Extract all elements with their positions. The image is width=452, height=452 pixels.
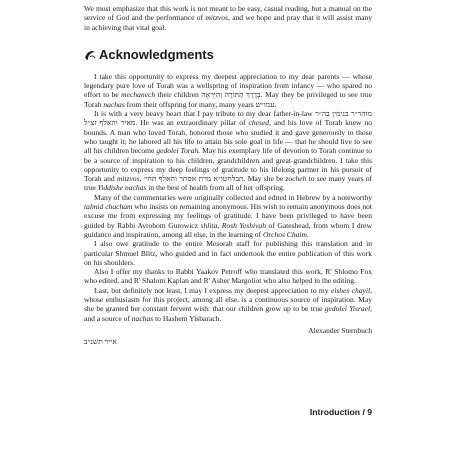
paragraph-wife: Last, but definitely not least, I may I express my deepest appreciation to my eishes chayil, whose enthusiasm for this project, among all else, is a continuous source of inspiration. May she be granted her constant fervent wish: that our children grow up to be true gedolei Yisrael, and a source of nachas to Hashem Yisbarach. <box>84 285 372 323</box>
heading-text: Acknowledgments <box>99 46 214 62</box>
intro-paragraph <box>84 4 372 32</box>
page-footer <box>84 407 372 417</box>
paragraph-parents: I take this opportunity to express my deepest appreciation to my dear parents — whose legendary pure love of Torah was a wellspring of inspiration from infancy — who spared no effort to be mechanech their children בְּדֶרֶךְ הַתּוֹרָה וְהַיִּרְאָה. May they be privileged to see true Torah nachas from their offspring for many, many years עמו״ש. <box>84 71 372 109</box>
paragraph-thanks: Also I offer my thanks to Rabbi Yaakov Petroff who translated this work, R' Shlomo Fox who edited, and R' Shalom Kaplan and R' Asher Margoliot who also helped in the editing. <box>84 267 372 286</box>
section-heading <box>84 47 372 62</box>
page-number: 9 <box>367 407 372 417</box>
signature: Alexander Sternbuch <box>308 325 372 335</box>
hebrew-date: אייר תשנ״ב <box>84 337 117 347</box>
hebrew-phrase: בְּדֶרֶךְ הַתּוֹרָה וְהַיִּרְאָה <box>201 90 261 100</box>
paragraph-father-in-law: It is with a very heavy heart that I pay tribute to my dear father-in-law מוהר״ר בנימין בה״ר מאיר והאלף זצ״ל. He was an extraordinary pillar of chesed, and his love of Torah knew no bounds. A man who loved Torah, honored those who studied it and gave generously to those who taught it; he labored all his life to attain his sole goal in life — that he should live to see all his children become gedolei Torah. May his exemplary life of devotion to Torah continue to be a source of inspiration to his children, grandchildren and great-grandchildren. I take this opportunity to express my deep feelings of gratitude to his lifelong partner in his pursuit of Torah and mitzvos, תבלחטו״א מרת אסתר והאלף תחי׳. May she be zocheh to see many years of true Yiddishe nachas in the best of health from all of her offspring. <box>84 109 373 193</box>
paragraph-mesorah: I also owe gratitude to the entire Mesorah staff for publishing this translation and in particular Shmuel Blitz, who guided and in fact undertook the entire publication of this work on his shoulders. <box>84 239 372 267</box>
paragraph-commentaries: Many of the commentaries were originally collected and edited in Hebrew by a noteworthy talmid chacham who insists on remaining anonymous. His wish to remain anonymous does not excuse me from expressing my feelings of gratitude. I have been privileged to have been guided by Rabbi Avrohom Gurowicz shlita, Rosh Yeshivah of Gateshead, from whom I drew guidance and inspiration, among all else, in the learning of Orchos Chaim. <box>84 192 372 239</box>
footer-section: Introduction <box>309 407 361 417</box>
intro-text-end: and we hope and pray that it will assist many in achieving that vital goal. <box>84 13 372 32</box>
hebrew-name-2: תבלחטו״א מרת אסתר והאלף תחי׳ <box>143 174 244 184</box>
intro-italic: mitzvos, <box>205 13 230 23</box>
hebrew-name: מוהר״ר בנימין בה״ר מאיר והאלף זצ״ל <box>84 109 372 128</box>
footer-separator: / <box>362 407 365 417</box>
hebrew-abbrev: עמו״ש <box>255 99 275 109</box>
intro-text: We must emphasize that this work is not meant to be easy, casual reading, but a manual on the service of God and the performance of <box>84 4 372 23</box>
text-column <box>84 4 372 347</box>
ornament-icon <box>84 49 96 60</box>
